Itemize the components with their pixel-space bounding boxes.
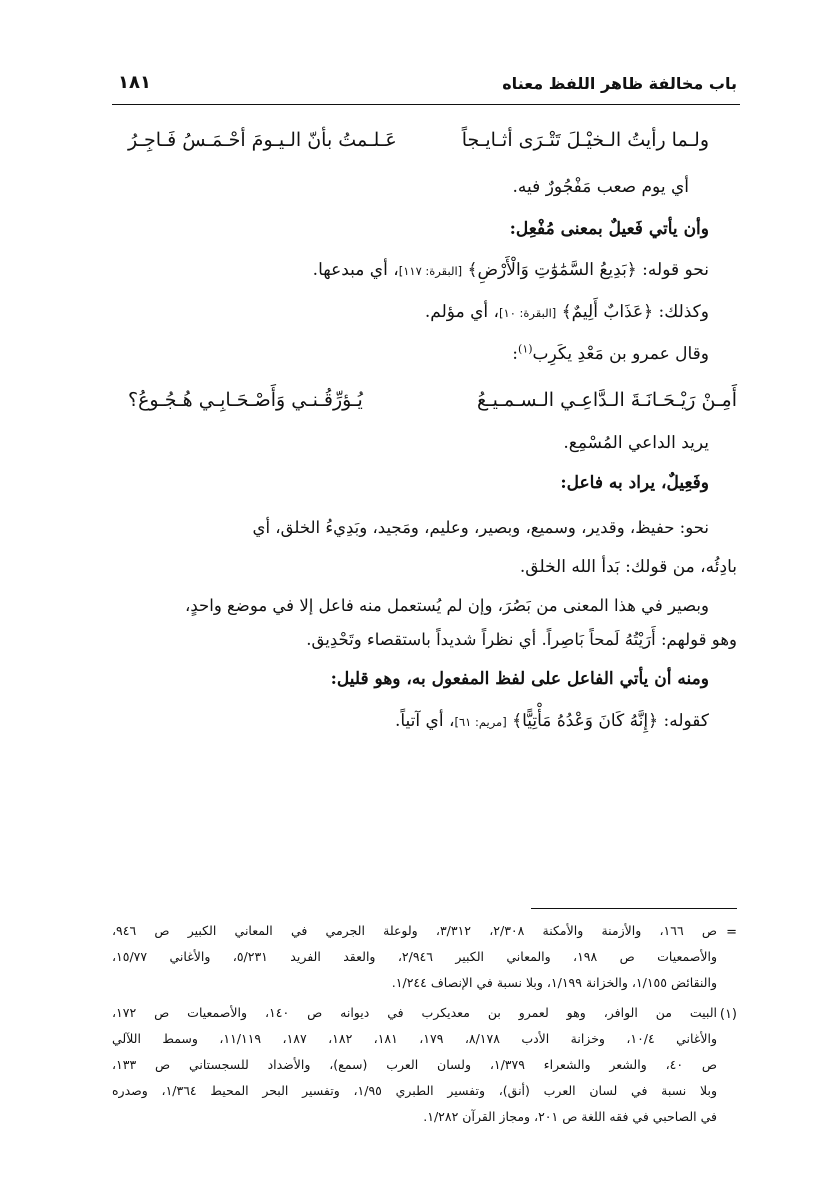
running-title: باب مخالفة ظاهر اللفظ معناه (502, 74, 737, 93)
footnote-cont-line-1: ص ١٦٦، والأزمنة والأمكنة ٢/٣٠٨، ٣/٣١٢، ولوعلة الجرمي في المعاني الكبير ص ٩٤٦، (112, 923, 717, 938)
footnote-ref-1: (١) (518, 342, 533, 356)
body-line-7: بادِئُه، من قولك: بَدأ الله الخلق. (519, 557, 737, 577)
body-line-10 (395, 710, 709, 733)
footnote-1-marker: (١) (719, 1007, 737, 1022)
verse1-first-hemistich: ولـما رأيتُ الـخيْـلَ تَتْـرَى أثـايـجاً (461, 129, 709, 151)
footnote-continuation-marker: = (726, 925, 737, 940)
line-ending: ، أي آتياً. (394, 711, 455, 731)
line-ending: ، أي مؤلم. (424, 302, 500, 322)
header-rule (112, 104, 740, 105)
quran-citation-text: وكذلك: ﴿عَذَابٌ أَلِيمٌ﴾ (561, 302, 709, 322)
body-line-1: أي يوم صعب مَفْجُورٌ فيه. (512, 177, 689, 197)
body-line-6: نحو: حفيظ، وقدير، وسميع، وبصير، وعليم، ومَجيد، وبَدِيءُ الخلق، أي (252, 518, 709, 537)
section-heading-1: وأن يأتي فَعيلٌ بمعنى مُفْعِل: (509, 219, 709, 239)
footnote-1-line-2: والأغاني ١٠/٤، وخزانة الأدب ٨/١٧٨، ١٧٩، ١٨١، ١٨٢، ١٨٧، ١١/١١٩، وسمط اللآلي (112, 1031, 717, 1046)
verse2-first-hemistich: أَمِـنْ رَيْـحَـانَـةَ الـدَّاعِـي الـسـمـيـعُ (476, 389, 737, 411)
page-number: ١٨١ (118, 72, 151, 93)
body-line-8: وبصير في هذا المعنى من بَصُرَ، وإن لم يُستعمل منه فاعل إلا في موضع واحدٍ، (185, 596, 709, 615)
section-heading-3: ومنه أن يأتي الفاعل على لفظ المفعول به، وهو قليل: (330, 669, 709, 689)
verse2-second-hemistich: يُـؤرِّقُـنـي وَأَصْـحَـابِـي هُـجُـوعُ؟ (128, 389, 363, 411)
footnote-cont-line-3: والنقائض ١/١٥٥، والخزانة ١/١٩٩، وبلا نسبة في الإنصاف ١/٢٤٤. (391, 975, 717, 990)
footnote-1-line-4: وبلا نسبة في لسان العرب (أنق)، وتفسير الطبري ١/٩٥، وتفسير البحر المحيط ١/٣٦٤، وصدره (112, 1083, 717, 1098)
quran-reference: [البقرة: ١٠] (499, 306, 557, 320)
line-ending: : (512, 344, 519, 364)
footnote-1-line-3: ص ٤٠، والشعر والشعراء ١/٣٧٩، ولسان العرب (سمع)، والأضداد للسجستاني ص ١٣٣، (112, 1057, 717, 1072)
body-line-9: وهو قولهم: أَرَيْتُهُ لَمحاً بَاصِراً. أي نظراً شديداً باستقصاء وتَحْدِيق. (306, 630, 737, 649)
footnote-1-line-5: في الصاحبي في فقه اللغة ص ٢٠١، ومجاز القرآن ١/٢٨٢. (423, 1109, 717, 1124)
quran-reference: [البقرة: ١١٧] (398, 264, 463, 278)
verse1-second-hemistich: عَـلـمتُ بأنّ الـيـومَ أحْـمَـسُ فَـاجِـرُ (128, 129, 397, 151)
body-line-5: يريد الداعي المُسْمِع. (563, 433, 709, 453)
footnote-cont-line-2: والأصمعيات ص ١٩٨، والمعاني الكبير ٢/٩٤٦، والعقد الفريد ٥/٢٣١، والأغاني ١٥/٧٧، (112, 949, 717, 964)
quran-reference: [مريم: ٦١] (454, 715, 507, 729)
quran-citation-text: كقوله: ﴿إِنَّهُ كَانَ وَعْدُهُ مَأْتِيًّا﴾ (512, 711, 709, 731)
body-line-4 (512, 343, 709, 365)
body-line-2 (313, 259, 709, 282)
body-line-3 (425, 301, 709, 324)
footnote-separator (531, 908, 737, 909)
poet-intro: وقال عمرو بن مَعْدِ يكَرِب (532, 344, 709, 364)
footnote-1-line-1: البيت من الوافر، وهو لعمرو بن معديكرب في ديوانه ص ١٤٠، والأصمعيات ص ١٧٢، (112, 1005, 717, 1020)
line-ending: ، أي مبدعها. (312, 260, 399, 280)
quran-citation-text: نحو قوله: ﴿بَدِيعُ السَّمَٰوَٰتِ وَالْأَرْضِ﴾ (467, 260, 709, 280)
section-heading-2: وفَعِيلٌ، يراد به فاعل: (560, 473, 709, 493)
